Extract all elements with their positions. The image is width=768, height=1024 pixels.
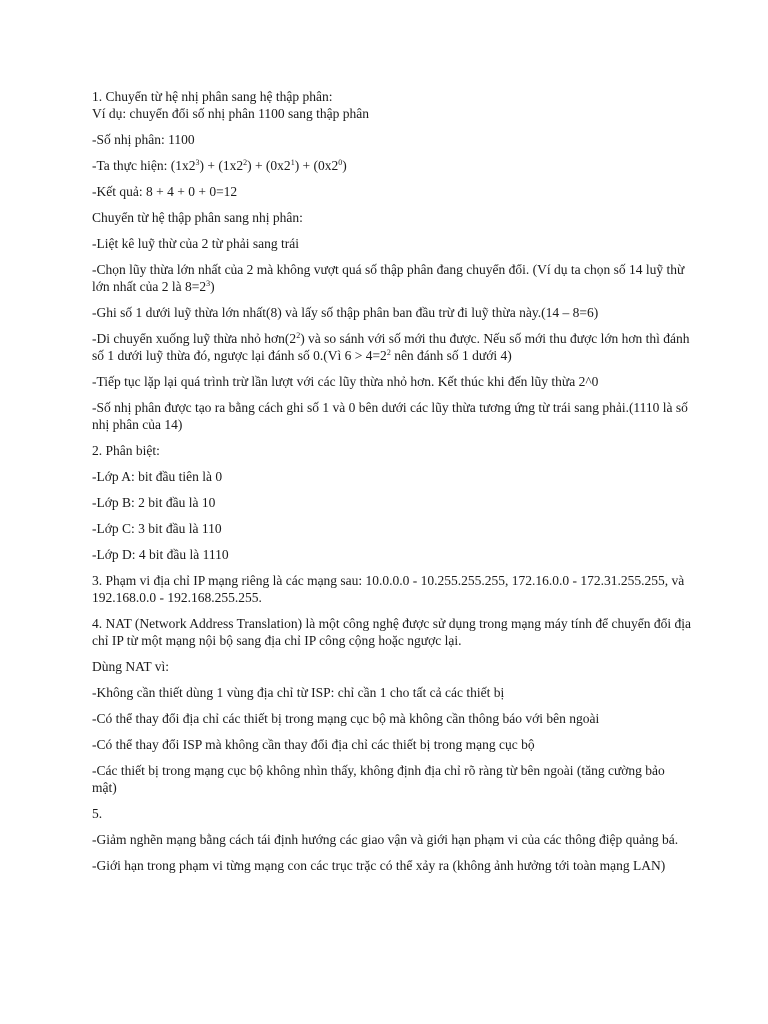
document-body (92, 88, 692, 883)
section-3-private-ip-ranges: 3. Phạm vi địa chỉ IP mạng riêng là các mạng sau: 10.0.0.0 - 10.255.255.255, 172.16.0.0 - 172.31.255.255, và 192.168.0.0 - 192.168.255.255. (92, 573, 685, 605)
class-d-line: -Lớp D: 4 bit đầu là 1110 (92, 547, 229, 562)
class-a-line: -Lớp A: bit đầu tiên là 0 (92, 469, 223, 484)
section-5-point-2: -Giới hạn trong phạm vi từng mạng con các trục trặc có thể xảy ra (không ảnh hưởng tới toàn mạng LAN) (92, 858, 666, 873)
decimal-to-binary-heading: Chuyển từ hệ thập phân sang nhị phân: (92, 210, 303, 225)
nat-reason-2: -Có thể thay đổi địa chỉ các thiết bị trong mạng cục bộ mà không cần thông báo với bên ngoài (92, 711, 600, 726)
class-c-line: -Lớp C: 3 bit đầu là 110 (92, 521, 222, 536)
section-5-heading: 5. (92, 806, 103, 821)
nat-reasons-heading: Dùng NAT vì: (92, 659, 170, 674)
section-5-point-1: -Giảm nghẽn mạng bằng cách tái định hướng các giao vận và giới hạn phạm vi của các thông điệp quảng bá. (92, 832, 679, 847)
nat-reason-4: -Các thiết bị trong mạng cục bộ không nhìn thấy, không định địa chỉ rõ ràng từ bên ngoài (tăng cường bảo mật) (92, 763, 665, 795)
step-write-one: -Ghi số 1 dưới luỹ thừa lớn nhất(8) và lấy số thập phân ban đầu trừ đi luỹ thừa này.(14 – 8=6) (92, 305, 599, 320)
section-4-nat-definition: 4. NAT (Network Address Translation) là một công nghệ được sử dụng trong mạng máy tính để chuyển đổi địa chỉ IP từ một mạng nội bộ sang địa chỉ IP công cộng hoặc ngược lại. (92, 616, 691, 648)
calculation-line: -Ta thực hiện: $(1x2^3) + (1x2^2) + (0x2^1) + (0x2^0)$ (92, 158, 347, 173)
step-list-powers: -Liệt kê luỹ thừ của 2 từ phải sang trái (92, 236, 299, 251)
step-binary-result: -Số nhị phân được tạo ra bằng cách ghi số 1 và 0 bên dưới các lũy thừa tương ứng từ trái sang phải.(1110 là số nhị phân của 14) (92, 400, 688, 432)
step-repeat: -Tiếp tục lặp lại quá trình trừ lần lượt với các lũy thừa nhỏ hơn. Kết thúc khi đến lũy thừa 2^0 (92, 374, 599, 389)
step-choose-largest-power: -Chọn lũy thừa lớn nhất của 2 mà không vượt quá số thập phân đang chuyển đổi. (Ví dụ ta chọn số 14 luỹ thừ lớn nhất của 2 là $8=2^3$) (92, 262, 685, 294)
section-1-heading: 1. Chuyển từ hệ nhị phân sang hệ thập phân: (92, 89, 333, 104)
step-move-down: -Di chuyển xuống luỹ thừa nhỏ $hơn(2^2)$ và so sánh với số mới thu được. Nếu số mới thu được lớn hơn thì đánh số 1 dưới luỹ thừa đó, ngược lại đánh số 0.(Vì $6 > 4=2^2$ nên đánh số 1 dưới 4) (92, 331, 690, 363)
nat-reason-3: -Có thể thay đổi ISP mà không cần thay đổi địa chỉ các thiết bị trong mạng cục bộ (92, 737, 535, 752)
section-2-heading: 2. Phân biệt: (92, 443, 160, 458)
result-line: -Kết quả: 8 + 4 + 0 + 0=12 (92, 184, 238, 199)
binary-number-line: -Số nhị phân: 1100 (92, 132, 195, 147)
nat-reason-1: -Không cần thiết dùng 1 vùng địa chỉ từ ISP: chỉ cần 1 cho tất cả các thiết bị (92, 685, 505, 700)
section-1-example: Ví dụ: chuyển đổi số nhị phân 1100 sang thập phân (92, 106, 369, 121)
class-b-line: -Lớp B: 2 bit đầu là 10 (92, 495, 216, 510)
